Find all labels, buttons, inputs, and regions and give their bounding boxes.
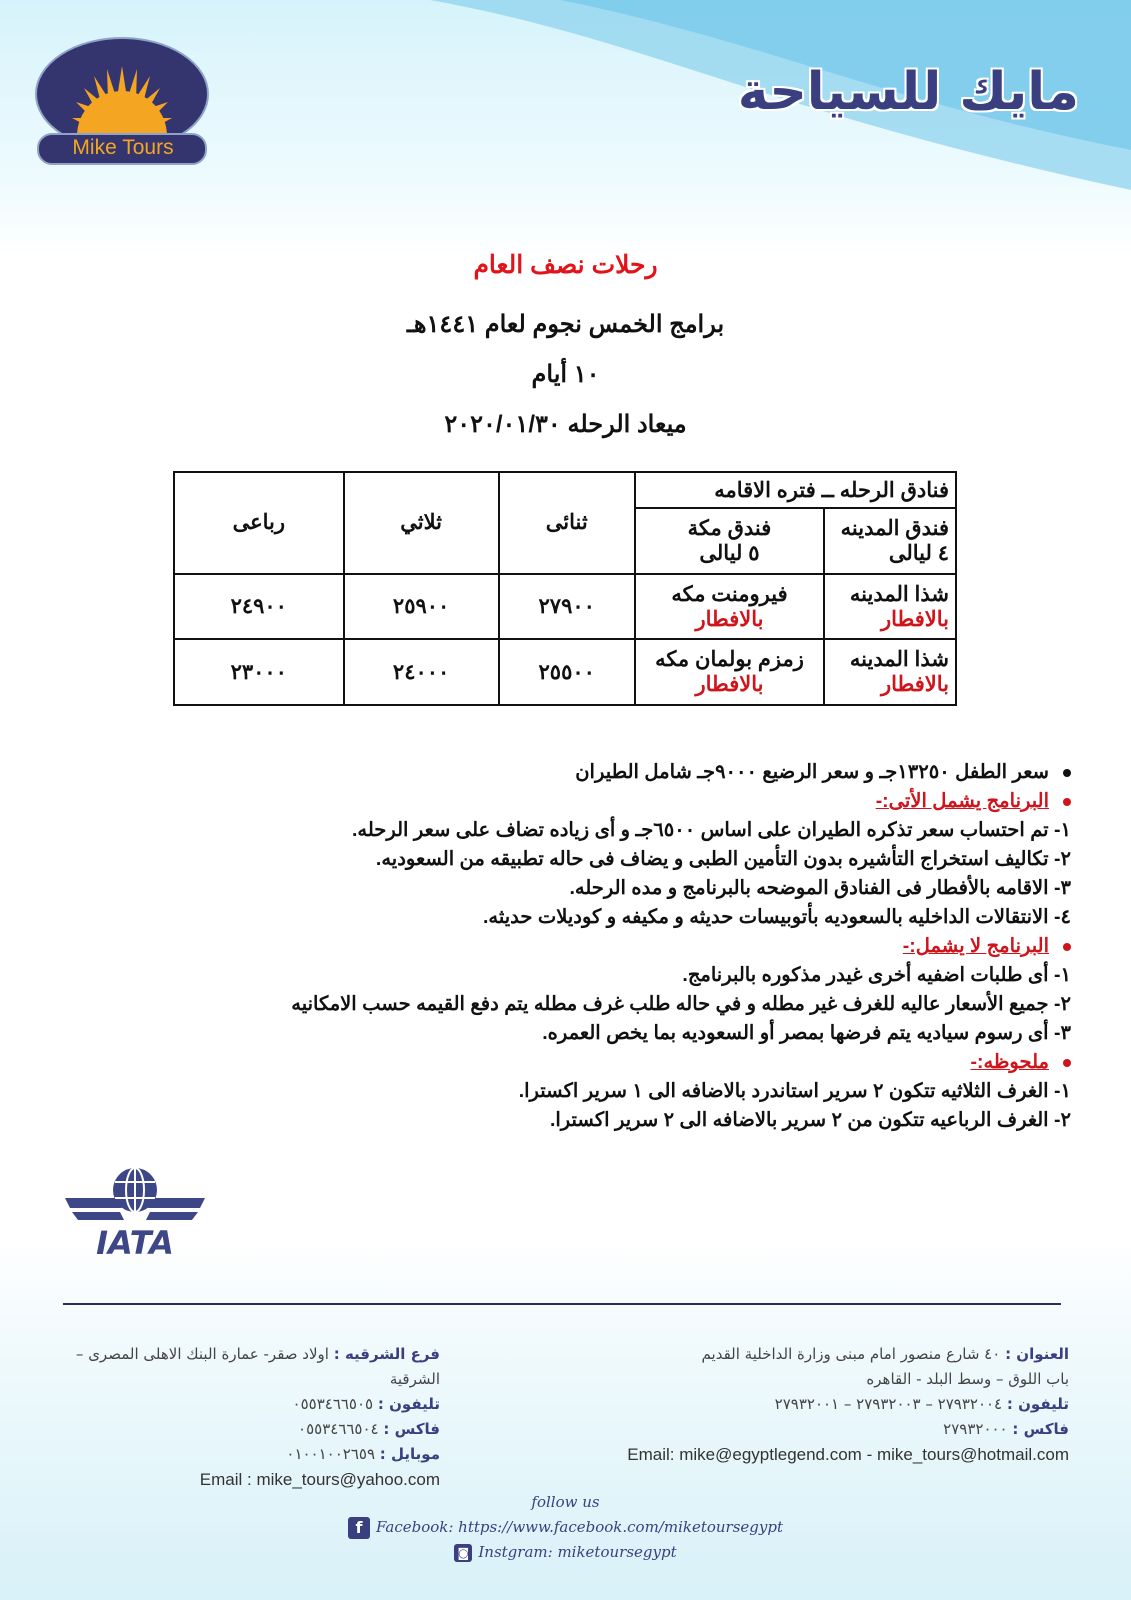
phone-label: تليفون : — [1006, 1395, 1069, 1413]
bullet-icon — [1063, 1059, 1071, 1067]
fax-number: ٢٧٩٣٢٠٠٠ — [943, 1420, 1008, 1438]
branch-fax-label: فاكس : — [383, 1420, 440, 1438]
child-price-note — [71, 758, 1071, 787]
remarks-item: ١- الغرف الثلاثيه تتكون ٢ سرير استاندرد بالاضافه الى ١ سرير اكسترا. — [518, 1080, 1071, 1102]
madinah-header-label: فندق المدينه — [840, 517, 949, 541]
meal-plan: بالافطار — [880, 673, 949, 697]
includes-item: ١- تم احتساب سعر تذكره الطيران على اساس ٦٥٠٠جـ و أى زياده تضاف على سعر الرحله. — [351, 819, 1071, 841]
makkah-hotel-cell — [635, 639, 825, 705]
program-title: برامج الخمس نجوم لعام ١٤٤١هـ — [406, 311, 725, 338]
madinah-hotel-cell — [824, 639, 956, 705]
main-title: رحلات نصف العام — [473, 251, 658, 279]
excludes-heading — [71, 932, 1071, 961]
follow-us-label: follow us — [531, 1493, 600, 1511]
includes-item: ٢- تكاليف استخراج التأشيره بدون التأمين الطبى و يضاف فى حاله تطبيقه من السعوديه. — [375, 848, 1071, 870]
triple-header: ثلاثي — [344, 472, 499, 574]
hotel-name: شذا المدينه — [849, 648, 949, 672]
hotel-name: فيرومنت مكه — [671, 582, 788, 606]
double-price: ٢٧٩٠٠ — [499, 574, 635, 640]
table-row — [174, 574, 956, 640]
triple-price: ٢٥٩٠٠ — [344, 574, 499, 640]
makkah-header-label: فندق مكة — [687, 517, 772, 541]
quad-price: ٢٤٩٠٠ — [174, 574, 344, 640]
bullet-icon — [1063, 769, 1071, 777]
branch-label: فرع الشرقيه : — [333, 1345, 440, 1363]
meal-plan: بالافطار — [695, 673, 764, 697]
madinah-hotel-header — [824, 508, 956, 574]
makkah-nights: ٥ ليالى — [699, 542, 760, 566]
branch-phone: ٠٥٥٣٤٦٦٥٠٥ — [292, 1395, 374, 1413]
instagram-link[interactable]: Instgram: miketoursegypt — [478, 1543, 677, 1561]
main-office-email[interactable]: Email: mike@egyptlegend.com - mike_tours@hotmail.com — [627, 1445, 1069, 1464]
branch-address: اولاد صقر- عمارة البنك الاهلى المصرى – الشرقية — [75, 1345, 440, 1388]
iata-logo — [60, 1150, 210, 1260]
logo-text: Mike Tours — [72, 136, 174, 159]
remarks-title: ملحوظه:- — [970, 1051, 1049, 1073]
duration-title: ١٠ أيام — [531, 361, 600, 388]
price-table — [173, 471, 957, 706]
facebook-icon: f — [348, 1517, 370, 1539]
branch-contact — [30, 1342, 440, 1492]
makkah-hotel-header — [635, 508, 825, 574]
remarks-item: ٢- الغرف الرباعيه تتكون من ٢ سرير بالاضافه الى ٢ سرير اكسترا. — [549, 1109, 1071, 1131]
instagram-icon: ◙ — [454, 1544, 472, 1562]
hotel-name: زمزم بولمان مكه — [655, 648, 804, 672]
triple-price: ٢٤٠٠٠ — [344, 639, 499, 705]
branch-email[interactable]: Email : mike_tours@yahoo.com — [199, 1470, 440, 1489]
meal-plan: بالافطار — [695, 607, 764, 631]
includes-heading — [71, 787, 1071, 816]
table-row — [174, 639, 956, 705]
branch-phone-label: تليفون : — [377, 1395, 440, 1413]
quad-price: ٢٣٠٠٠ — [174, 639, 344, 705]
address-line1: ٤٠ شارع منصور امام مبنى وزارة الداخلية القديم — [701, 1345, 1001, 1363]
remarks-heading — [71, 1048, 1071, 1077]
branch-fax: ٠٥٥٣٤٦٦٥٠٤ — [298, 1420, 379, 1438]
meal-plan: بالافطار — [880, 607, 949, 631]
main-office-contact — [627, 1342, 1069, 1467]
excludes-title: البرنامج لا يشمل:- — [902, 935, 1049, 957]
excludes-item: ٢- جميع الأسعار عاليه للغرف غير مطله و في حاله طلب غرف مطله يتم دفع القيمه حسب الامكانيه — [291, 993, 1071, 1015]
bullet-icon — [1063, 943, 1071, 951]
bullet-icon — [1063, 798, 1071, 806]
phone-numbers: ٢٧٩٣٢٠٠٤ – ٢٧٩٣٢٠٠٣ – ٢٧٩٣٢٠٠١ — [774, 1395, 1003, 1413]
double-header: ثنائى — [499, 472, 635, 574]
table-header-row — [174, 472, 956, 508]
hotel-name: شذا المدينه — [849, 582, 949, 606]
address-label: العنوان : — [1005, 1345, 1069, 1363]
branch-mobile-label: موبايل : — [379, 1445, 440, 1463]
facebook-link-row[interactable] — [0, 1515, 1131, 1540]
branch-mobile: ٠١٠٠١٠٠٢٦٥٩ — [286, 1445, 376, 1463]
facebook-link[interactable]: Facebook: https://www.facebook.com/miketoursegypt — [375, 1518, 784, 1536]
includes-title: البرنامج يشمل الأتى:- — [875, 790, 1049, 812]
madinah-hotel-cell — [824, 574, 956, 640]
address-line2: باب اللوق – وسط البلد - القاهره — [866, 1370, 1069, 1388]
excludes-item: ٣- أى رسوم سياديه يتم فرضها بمصر أو السعوديه بما يخص العمره. — [542, 1022, 1071, 1044]
footer-divider — [63, 1303, 1061, 1305]
brand-name-arabic: مايك للسياحة — [737, 62, 1079, 122]
includes-item: ٤- الانتقالات الداخليه بالسعوديه بأتوبيسات حديثه و مكيفه و كوديلات حديثه. — [482, 906, 1071, 928]
notes-section — [71, 758, 1071, 1135]
child-price-text: سعر الطفل ١٣٢٥٠جـ و سعر الرضيع ٩٠٠٠جـ شامل الطيران — [575, 761, 1049, 783]
madinah-nights: ٤ ليالى — [888, 542, 949, 566]
hotels-header: فنادق الرحله ــ فتره الاقامه — [635, 472, 956, 508]
makkah-hotel-cell — [635, 574, 825, 640]
excludes-item: ١- أى طلبات اضفيه أخرى غيدر مذكوره بالبرنامج. — [682, 964, 1071, 986]
social-section — [0, 1490, 1131, 1565]
quad-header: رباعى — [174, 472, 344, 574]
instagram-link-row[interactable] — [0, 1540, 1131, 1565]
includes-item: ٣- الاقامه بالأفطار فى الفنادق الموضحه بالبرنامج و مده الرحله. — [569, 877, 1071, 899]
trip-date: ميعاد الرحله ٢٠٢٠/٠١/٣٠ — [444, 411, 687, 438]
double-price: ٢٥٥٠٠ — [499, 639, 635, 705]
iata-text: IATA — [96, 1224, 174, 1260]
fax-label: فاكس : — [1012, 1420, 1069, 1438]
